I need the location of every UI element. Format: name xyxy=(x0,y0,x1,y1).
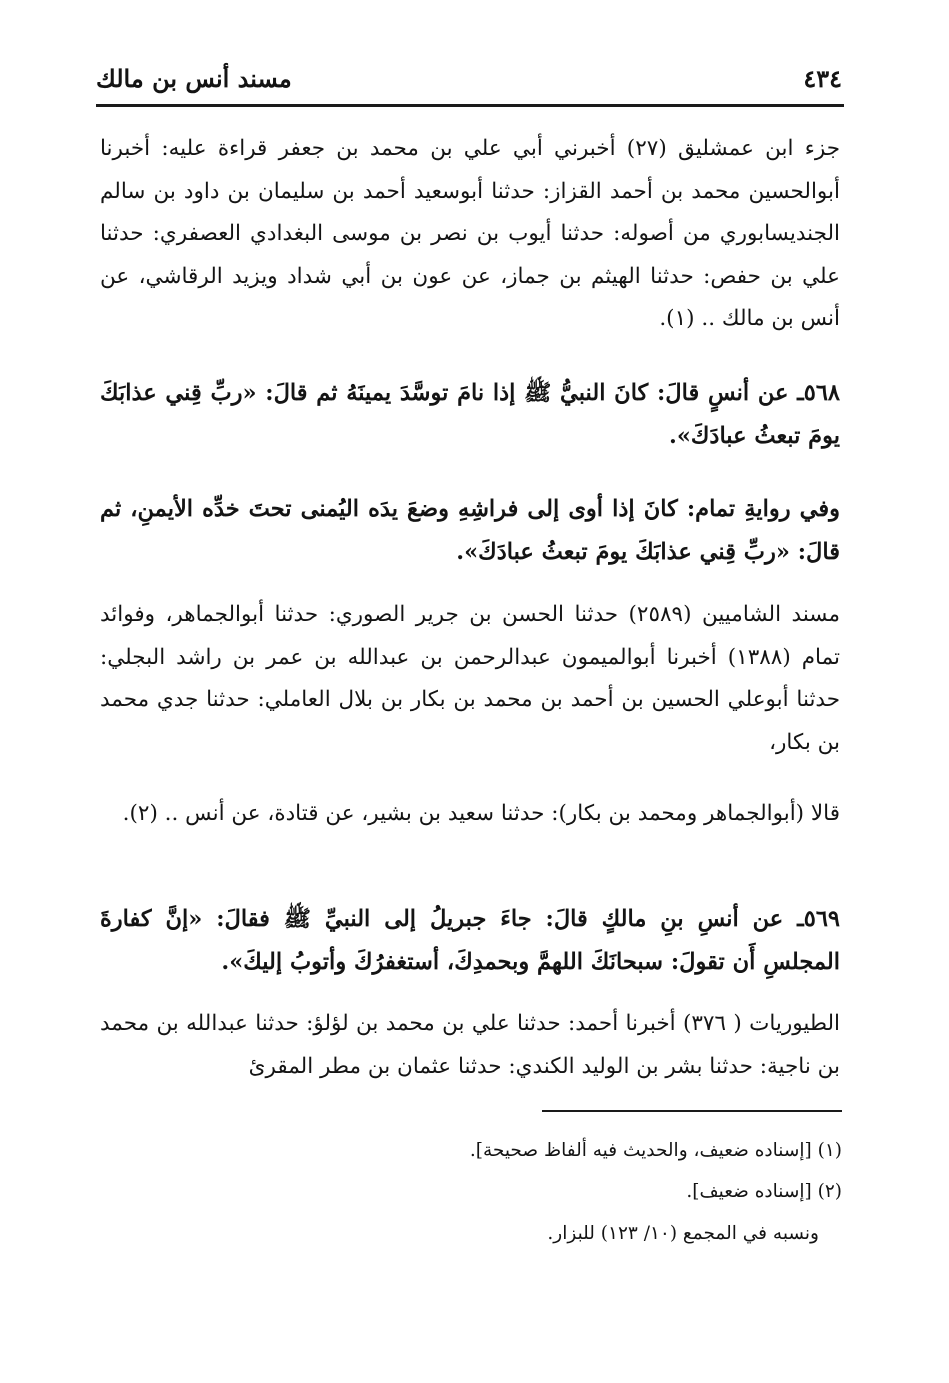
hadith-568: ٥٦٨ـ عن أنسٍ قالَ: كانَ النبيُّ ﷺ إذا نامَ توسَّدَ يمينَهُ ثم قالَ: «ربِّ قِني عذابَكَ يومَ تبعثُ عبادَكَ». xyxy=(100,380,841,449)
footnote-divider xyxy=(542,1110,842,1112)
footnote-2: (٢) [إسناده ضعيف]. xyxy=(686,1181,842,1202)
header-divider xyxy=(96,104,844,107)
footnote-2-note: ونسبه في المجمع (١٠/ ١٢٣) للبزار. xyxy=(547,1223,819,1244)
page-number: ٤٣٤ xyxy=(803,64,842,93)
isnad-paragraph: الطيوريات ( ٣٧٦) أخبرنا أحمد: حدثنا علي بن محمد بن لؤلؤ: حدثنا عبدالله بن محمد بن ناجية: حدثنا بشر بن الوليد الكندي: حدثنا عثمان بن مطر المقرئ xyxy=(100,1011,840,1079)
hadith-568-variant: وفي روايةِ تمام: كانَ إذا أوى إلى فراشِهِ وضعَ يدَه اليُمنى تحتَ خدِّه الأيمنِ، ثم قالَ: «ربِّ قِني عذابَكَ يومَ تبعثُ عبادَكَ». xyxy=(100,496,840,565)
footnote-1: (١) [إسناده ضعيف، والحديث فيه ألفاظ صحيحة]. xyxy=(469,1140,842,1161)
isnad-paragraph: مسند الشاميين (٢٥٨٩) حدثنا الحسن بن جرير الصوري: حدثنا أبوالجماهر، وفوائد تمام (١٣٨٨) أخبرنا أبوالميمون عبدالرحمن بن عبدالله بن عمر بن راشد البجلي: حدثنا أبوعلي الحسين بن أحمد بن محمد بن بكار بن بلال العاملي: حدثنا جدي محمد بن بكار، xyxy=(100,602,841,755)
running-header xyxy=(96,62,844,102)
book-title: مسند أنس بن مالك xyxy=(96,64,292,93)
isnad-paragraph: قالا (أبوالجماهر ومحمد بن بكار): حدثنا سعيد بن بشير، عن قتادة، عن أنس .. (٢). xyxy=(122,801,840,826)
hadith-569: ٥٦٩ـ عن أنسِ بنِ مالكٍ قالَ: جاءَ جبريلُ إلى النبيِّ ﷺ فقالَ: «إنَّ كفارةَ المجلسِ أَن تقولَ: سبحانَكَ اللهمَّ وبحمدِكَ، أستغفرُكَ وأتوبُ إليكَ». xyxy=(100,906,840,975)
isnad-paragraph: جزء ابن عمشليق (٢٧) أخبرني أبي علي بن محمد بن جعفر قراءة عليه: أخبرنا أبوالحسين محمد بن أحمد القزاز: حدثنا أبوسعيد أحمد بن سليمان بن داود بن سالم الجنديسابوري من أصوله: حدثنا أيوب بن نصر بن موسى البغدادي العصفري: حدثنا علي بن حفص: حدثنا الهيثم بن جماز، عن عون بن أبي شداد ويزيد الرقاشي، عن أنس بن مالك .. (١). xyxy=(100,136,841,331)
